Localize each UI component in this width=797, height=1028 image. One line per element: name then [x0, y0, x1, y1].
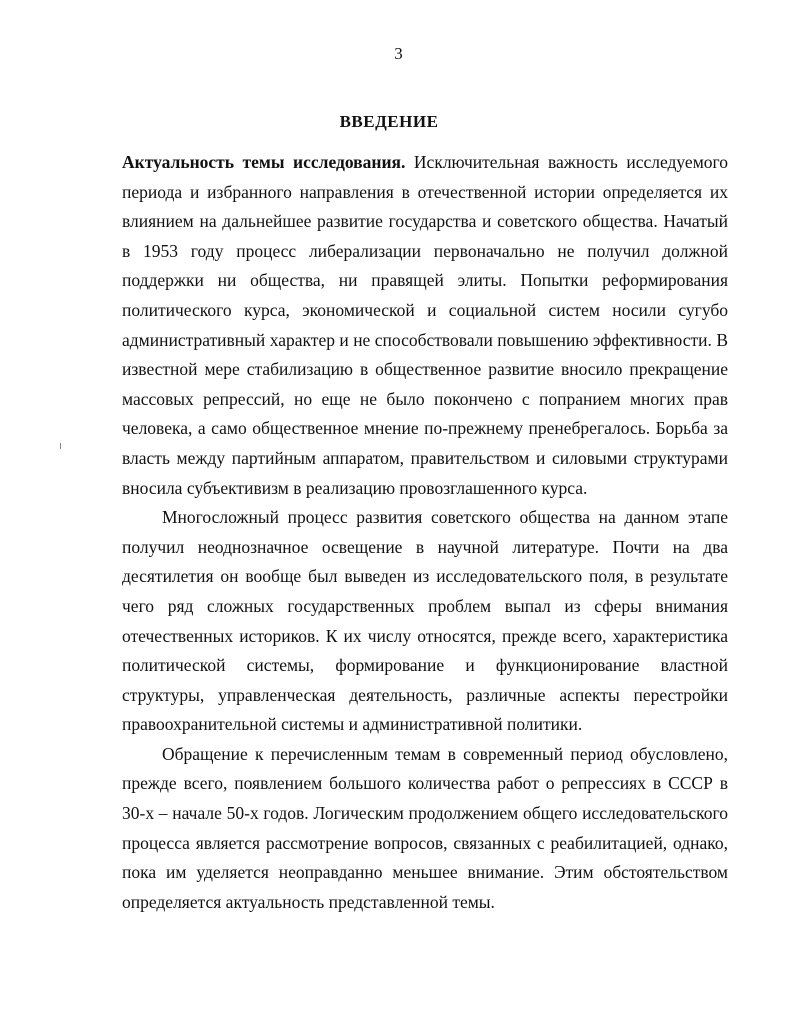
- page-number: 3: [394, 44, 403, 63]
- paragraph-text: Исключительная важность исследуемого периода и избранного направления в отечественной истории определяется их влиянием на дальнейшее развитие государства и советского общества. Начатый в 1953 году процесс либерализации первоначально не получил должной поддержки ни общества, ни правящей элиты. Попытки реформирования политического курса, экономической и социальной систем носили сугубо административный характер и не способствовали повышению эффективности. В известной мере стабилизацию в общественное развитие вносило прекращение массовых репрессий, но еще не было покончено с попранием многих прав человека, а само общественное мнение по-прежнему пренебрегалось. Борьба за власть между партийным аппаратом, правительством и силовыми структурами вносила субъективизм в реализацию провозглашенного курса.: [122, 152, 729, 498]
- document-body: [122, 148, 728, 917]
- paragraph-relevance: [122, 148, 728, 503]
- section-title: ВВЕДЕНИЕ: [339, 112, 439, 131]
- paragraph-literature: Многосложный процесс развития советского общества на данном этапе получил неоднозначное освещение в научной литературе. Почти на два десятилетия он вообще был выведен из исследовательского поля, в результате чего ряд сложных государственных проблем выпал из сферы внимания отечественных историков. К их числу относятся, прежде всего, характеристика политической системы, формирование и функционирование властной структуры, управленческая деятельность, различные аспекты перестройки правоохранительной системы и административной политики.: [122, 507, 728, 735]
- paragraph-lead: Актуальность темы исследования.: [122, 152, 406, 172]
- paragraph-topics: Обращение к перечисленным темам в современный период обусловлено, прежде всего, появлением большого количества работ о репрессиях в СССР в 30-х – начале 50-х годов. Логическим продолжением общего исследовательского процесса является рассмотрение вопросов, связанных с реабилитацией, однако, пока им уделяется неоправданно меньшее внимание. Этим обстоятельством определяется актуальность представленной темы.: [122, 743, 728, 912]
- margin-mark: [60, 443, 61, 449]
